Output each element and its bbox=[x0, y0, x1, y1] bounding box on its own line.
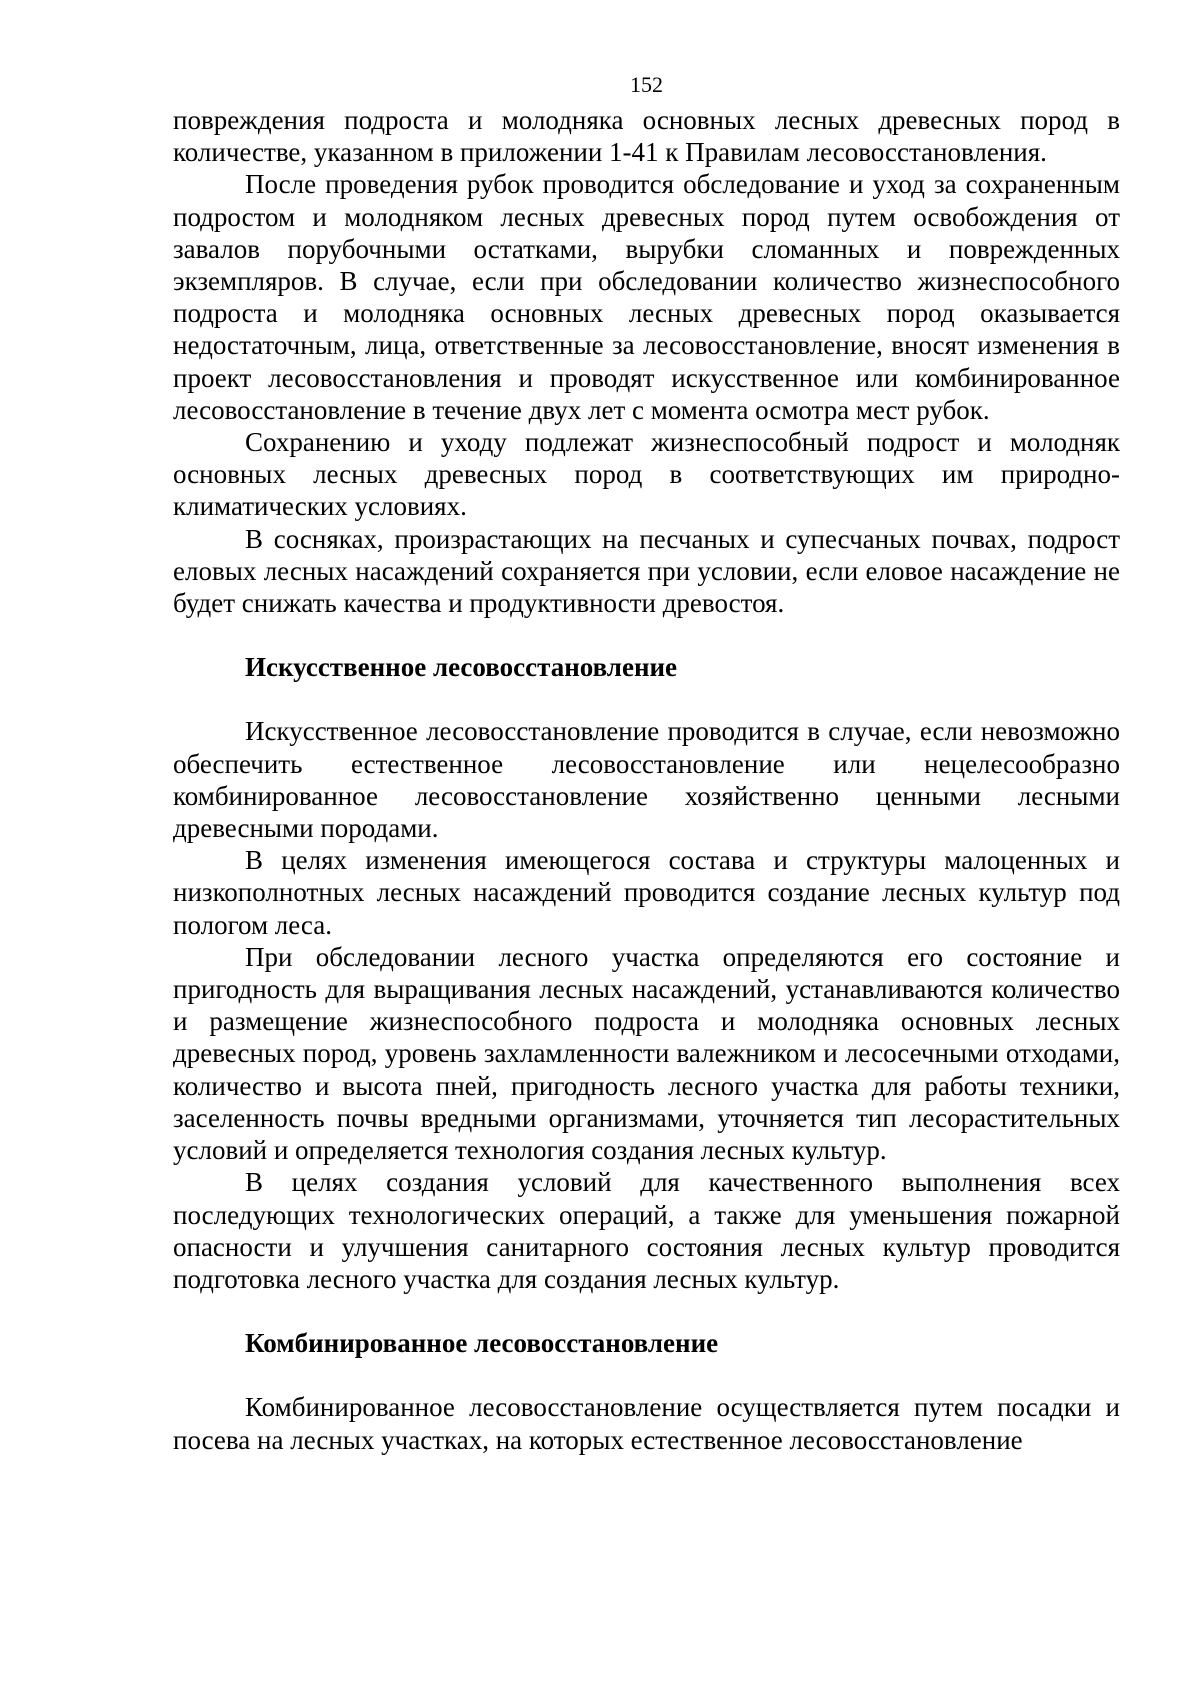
document-page bbox=[173, 70, 1120, 1456]
paragraph-pine-stands: В сосняках, произрастающих на песчаных и супесчаных почвах, подрост еловых лесных насаждений сохраняется при условии, если еловое насаждение не будет снижать качества и продуктивности древостоя. bbox=[173, 523, 1120, 619]
paragraph-artificial-1: Искусственное лесовосстановление проводится в случае, если невозможно обеспечить естественное лесовосстановление или нецелесообразно комбинированное лесовосстановление хозяйственно ценными лесными древесными породами. bbox=[173, 716, 1120, 844]
section-heading-artificial: Искусственное лесовосстановление bbox=[245, 652, 678, 683]
paragraph-preservation: Сохранению и уходу подлежат жизнеспособный подрост и молодняк основных лесных древесных пород в соответствующих им природно-климатических условиях. bbox=[173, 427, 1120, 522]
page-number: 152 bbox=[630, 72, 663, 97]
paragraph-artificial-2: В целях изменения имеющегося состава и структуры малоценных и низкополнотных лесных насаждений проводится создание лесных культур под пологом леса. bbox=[173, 845, 1120, 940]
paragraph-artificial-4: В целях создания условий для качественного выполнения всех последующих технологических операций, а также для уменьшения пожарной опасности и улучшения санитарного состояния лесных культур проводится подготовка лесного участка для создания лесных культур. bbox=[173, 1167, 1120, 1294]
paragraph-combined-1: Комбинированное лесовосстановление осуществляется путем посадки и посева на лесных участках, на которых естественное лесовосстановление bbox=[173, 1392, 1120, 1455]
paragraph-after-cuttings: После проведения рубок проводится обследование и уход за сохраненным подростом и молодняком лесных древесных пород путем освобождения от завалов порубочными остатками, вырубки сломанных и поврежденных экземпляров. В случае, если при обследовании количество жизнеспособного подроста и молодняка основных лесных древесных пород оказывается недостаточным, лица, ответственные за лесовосстановление, вносят изменения в проект лесовосстановления и проводят искусственное или комбинированное лесовосстановление в течение двух лет с момента осмотра мест рубок. bbox=[173, 169, 1120, 425]
paragraph-continuation: повреждения подроста и молодняка основных лесных древесных пород в количестве, указанном в приложении 1-41 к Правилам лесовосстановления. bbox=[173, 105, 1120, 168]
paragraph-artificial-3: При обследовании лесного участка определяются его состояние и пригодность для выращивания лесных насаждений, устанавливаются количество и размещение жизнеспособного подроста и молодняка основных лесных древесных пород, уровень захламленности валежником и лесосечными отходами, количество и высота пней, пригодность лесного участка для работы техники, заселенность почвы вредными организмами, уточняется тип лесорастительных условий и определяется технология создания лесных культур. bbox=[173, 941, 1120, 1166]
section-heading-combined: Комбинированное лесовосстановление bbox=[245, 1328, 719, 1359]
